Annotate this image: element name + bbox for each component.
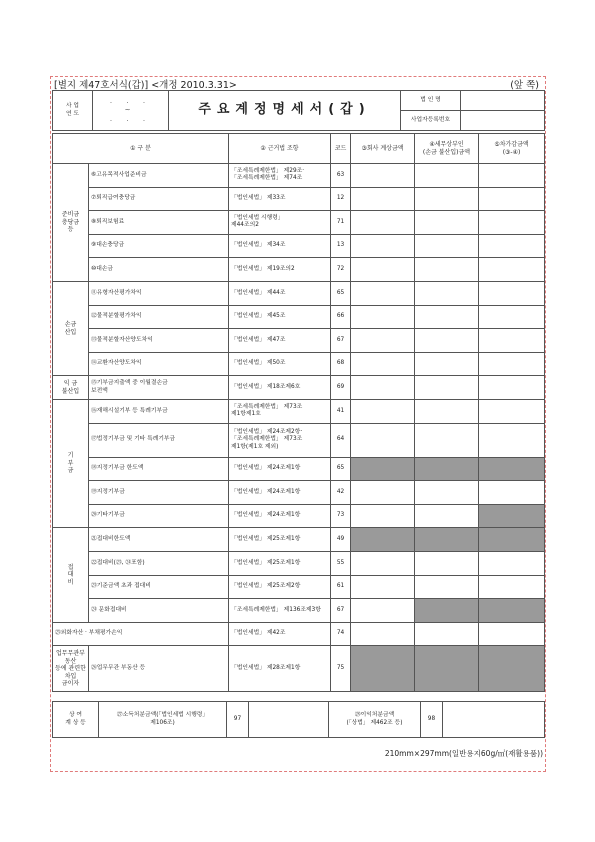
row-item	[89, 329, 229, 353]
net-amount-cell	[479, 457, 545, 481]
net-amount-cell	[479, 646, 545, 692]
group-label-text: 접 대 비	[67, 563, 74, 586]
row-law	[229, 376, 331, 400]
row-code	[331, 305, 351, 329]
form-title: 주요계정명세서(갑)	[169, 91, 401, 131]
company-amount-cell	[351, 528, 415, 552]
company-amount-cell[interactable]	[351, 164, 415, 188]
col-law: ② 근거법 조항	[229, 134, 331, 164]
row-item	[89, 504, 229, 528]
row-law	[229, 187, 331, 211]
table-header-row	[53, 134, 545, 164]
row-code-text: 67	[336, 336, 345, 343]
form-number: [별지 제47호서식(갑)] <개정 2010.3.31>	[54, 80, 237, 91]
row-law-text: 「법인세법」 제44조	[231, 289, 286, 296]
net-amount-cell[interactable]	[479, 281, 545, 305]
row-code-text: 74	[336, 630, 345, 637]
row-item	[89, 305, 229, 329]
title-block	[52, 90, 545, 131]
company-amount-cell[interactable]	[351, 211, 415, 235]
table-row	[53, 575, 545, 599]
row-law	[229, 646, 331, 692]
row-item	[89, 164, 229, 188]
row-law	[229, 329, 331, 353]
row-law	[229, 352, 331, 376]
row-code	[331, 376, 351, 400]
row-code	[331, 352, 351, 376]
row-item	[89, 423, 229, 457]
group-label	[53, 399, 89, 527]
row-item-text: ⑬물적분할자산양도차익	[91, 336, 153, 343]
row-item	[89, 575, 229, 599]
net-amount-cell[interactable]	[479, 234, 545, 258]
row-law-text: 「법인세법」 제24조제2항· 「조세특례제한법」 제73조 제1항(제1호 제외)	[231, 429, 303, 450]
table-row	[53, 329, 545, 353]
net-amount-cell	[479, 599, 545, 623]
table-row	[53, 457, 545, 481]
disallowed-amount-cell[interactable]	[415, 234, 479, 258]
disallowed-amount-cell	[415, 457, 479, 481]
row-law	[229, 211, 331, 235]
row-law	[229, 281, 331, 305]
row-code	[331, 457, 351, 481]
reg-no-label: 사업자등록번호	[401, 111, 461, 131]
row-code-text: 67	[336, 606, 345, 613]
reg-no-field[interactable]	[461, 111, 545, 131]
disallowed-amount-cell[interactable]	[415, 551, 479, 575]
col-net-amount: ⑤차가감금액 (③-④)	[479, 134, 545, 164]
table-row	[53, 622, 545, 646]
row-code	[331, 399, 351, 423]
row-code-text: 61	[336, 583, 345, 590]
row-item	[89, 281, 229, 305]
row-law	[229, 234, 331, 258]
group-label-text: 손금 산입	[64, 321, 77, 336]
row-law-text: 「법인세법」 제24조제1항	[231, 512, 301, 519]
net-amount-cell[interactable]	[479, 399, 545, 423]
profit-disposal-amount[interactable]	[443, 702, 545, 738]
group-label	[53, 646, 89, 692]
bonus-block	[52, 701, 545, 738]
row-item	[89, 376, 229, 400]
profit-disposal-code: 98	[421, 702, 443, 738]
income-disposal-item: ㉗소득처분금액(「법인세법 시행령」 제106조)	[99, 702, 227, 738]
row-law	[229, 457, 331, 481]
row-code	[331, 481, 351, 505]
row-law-text: 「법인세법 시행령」 제44조의2	[231, 215, 284, 229]
table-row	[53, 646, 545, 692]
row-item	[89, 187, 229, 211]
row-item-text: ⑱지정기부금 한도액	[91, 465, 144, 472]
row-item-text: ⑦퇴직급여충당금	[91, 195, 136, 202]
row-item	[89, 646, 229, 692]
table-row	[53, 399, 545, 423]
disallowed-amount-cell	[415, 599, 479, 623]
col-disallowed-amount: ④세무상부인 (손금 불산입)금액	[415, 134, 479, 164]
row-code	[331, 504, 351, 528]
row-law-text: 「조세특례제한법」 제136조제3항	[231, 606, 321, 613]
row-law-text: 「법인세법」 제19조의2	[231, 266, 295, 273]
group-label-text: 준비금 충당금 등	[61, 211, 80, 234]
col-category: ① 구 분	[53, 134, 229, 164]
row-item-text: ⑲지정기부금	[91, 488, 125, 495]
row-code	[331, 646, 351, 692]
row-item	[89, 234, 229, 258]
company-amount-cell[interactable]	[351, 305, 415, 329]
disallowed-amount-cell[interactable]	[415, 399, 479, 423]
page-side: (앞 쪽)	[510, 80, 539, 91]
row-law-text: 「법인세법」 제25조제1항	[231, 559, 301, 566]
table-row	[53, 551, 545, 575]
row-law	[229, 551, 331, 575]
col-code: 코드	[331, 134, 351, 164]
row-item	[89, 352, 229, 376]
row-item	[89, 399, 229, 423]
row-item-text: ㉓기준금액 초과 접대비	[91, 583, 151, 590]
row-code-text: 65	[336, 465, 345, 472]
table-row	[53, 164, 545, 188]
row-law-text: 「법인세법」 제25조제1항	[231, 535, 301, 542]
row-law	[229, 258, 331, 282]
row-law-text: 「법인세법」 제50조	[231, 360, 286, 367]
row-code	[331, 423, 351, 457]
net-amount-cell[interactable]	[479, 622, 545, 646]
table-row	[53, 234, 545, 258]
group-label-text: 업무무관부동산 등에 관련한 차입 금이자	[55, 650, 86, 688]
table-row	[53, 305, 545, 329]
row-code	[331, 528, 351, 552]
row-item	[89, 528, 229, 552]
net-amount-cell[interactable]	[479, 305, 545, 329]
net-amount-cell	[479, 504, 545, 528]
row-item-text: ⑩대손금	[91, 266, 113, 273]
row-code-text: 49	[336, 535, 345, 542]
company-amount-cell[interactable]	[351, 575, 415, 599]
net-amount-cell[interactable]	[479, 211, 545, 235]
company-amount-cell[interactable]	[351, 481, 415, 505]
row-code	[331, 187, 351, 211]
disallowed-amount-cell[interactable]	[415, 305, 479, 329]
row-item	[89, 211, 229, 235]
row-code	[331, 258, 351, 282]
group-label-text: 익 금 불산입	[61, 380, 80, 395]
row-code	[331, 164, 351, 188]
row-law	[229, 504, 331, 528]
row-code-text: 41	[336, 407, 345, 414]
disallowed-amount-cell[interactable]	[415, 504, 479, 528]
disallowed-amount-cell[interactable]	[415, 352, 479, 376]
row-item-text: ⑭교환자산양도차익	[91, 360, 142, 367]
row-item-text: ㉖업무무관 부동산 등	[91, 665, 146, 672]
row-code	[331, 599, 351, 623]
table-row	[53, 352, 545, 376]
row-law-text: 「법인세법」 제45조	[231, 313, 286, 320]
table-row	[53, 211, 545, 235]
row-item-text: ⑮기부금지출액 중 이월결손금 보전액	[91, 380, 168, 394]
row-law-text: 「조세특례제한법」 제73조 제1항제1호	[231, 404, 303, 418]
row-code	[331, 551, 351, 575]
row-item-text: ⑧퇴직보험료	[91, 218, 125, 225]
row-code-text: 12	[336, 195, 345, 202]
row-code-text: 73	[336, 512, 345, 519]
income-disposal-code: 97	[227, 702, 249, 738]
row-item-text: ⑫물적분할평가차익	[91, 313, 142, 320]
table-row	[53, 481, 545, 505]
row-code-text: 75	[336, 665, 345, 672]
company-amount-cell[interactable]	[351, 622, 415, 646]
row-item	[89, 457, 229, 481]
row-item	[89, 551, 229, 575]
row-code-text: 69	[336, 384, 345, 391]
row-law	[229, 599, 331, 623]
company-amount-cell[interactable]	[351, 352, 415, 376]
net-amount-cell[interactable]	[479, 575, 545, 599]
table-row	[53, 281, 545, 305]
group-label	[53, 376, 89, 400]
disallowed-amount-cell	[415, 528, 479, 552]
row-code-text: 13	[336, 242, 345, 249]
business-year-label: 사 업 연 도	[53, 91, 93, 131]
table-row	[53, 599, 545, 623]
row-item-text: ⑪유형자산평가차익	[91, 289, 142, 296]
table-row	[53, 376, 545, 400]
disallowed-amount-cell[interactable]	[415, 187, 479, 211]
account-table	[52, 133, 545, 692]
group-label	[53, 164, 89, 282]
row-code-text: 64	[336, 436, 345, 443]
net-amount-cell[interactable]	[479, 481, 545, 505]
row-item-text: ⑳기타기부금	[91, 512, 125, 519]
company-amount-cell[interactable]	[351, 234, 415, 258]
row-law	[229, 528, 331, 552]
group-label-text: 기 부 금	[67, 452, 74, 475]
paper-spec: 210mm×297mm(일반용지60g/㎡(재활용품))	[384, 749, 543, 758]
company-amount-cell[interactable]	[351, 423, 415, 457]
row-item-text: ㉑접대비한도액	[91, 535, 131, 542]
row-item: ㉕외화자산 · 부채평가손익	[53, 622, 229, 646]
row-law-text: 「법인세법」 제33조	[231, 195, 286, 202]
row-law	[229, 575, 331, 599]
company-amount-cell[interactable]	[351, 376, 415, 400]
disallowed-amount-cell[interactable]	[415, 211, 479, 235]
row-law-text: 「조세특례제한법」 제29조· 「조세특례제한법」 제74조	[231, 168, 305, 182]
row-code-text: 55	[336, 559, 345, 566]
company-amount-cell	[351, 457, 415, 481]
row-item-text: ㉒접대비(㉓, ㉔포함)	[91, 559, 145, 566]
row-item-text: ⑥고유목적사업준비금	[91, 171, 147, 178]
table-row	[53, 258, 545, 282]
row-item-text: ⑨대손충당금	[91, 242, 125, 249]
row-law-text: 「법인세법」 제47조	[231, 336, 286, 343]
net-amount-cell[interactable]	[479, 187, 545, 211]
bonus-label: 상 여 계 상 등	[53, 702, 99, 738]
row-code-text: 65	[336, 289, 345, 296]
profit-disposal-item: ㉘이익처분금액 (「상법」 제462조 등)	[329, 702, 421, 738]
row-item	[89, 481, 229, 505]
row-code	[331, 622, 351, 646]
company-amount-cell[interactable]	[351, 599, 415, 623]
row-code	[331, 329, 351, 353]
company-amount-cell[interactable]	[351, 281, 415, 305]
disallowed-amount-cell[interactable]	[415, 258, 479, 282]
corp-name-label: 법 인 명	[401, 91, 461, 111]
disallowed-amount-cell	[415, 646, 479, 692]
row-law	[229, 481, 331, 505]
row-law-text: 「법인세법」 제28조제1항	[231, 665, 301, 672]
company-amount-cell[interactable]	[351, 187, 415, 211]
group-label	[53, 528, 89, 622]
disallowed-amount-cell[interactable]	[415, 481, 479, 505]
company-amount-cell[interactable]	[351, 399, 415, 423]
group-label	[53, 281, 89, 375]
row-item-text: ⑯재해시설기부 등 특례기부금	[91, 407, 168, 414]
row-law-text: 「법인세법」 제24조제1항	[231, 488, 301, 495]
row-code-text: 42	[336, 488, 345, 495]
row-item-text: ㉔ 문화접대비	[91, 606, 127, 613]
row-law-text: 「법인세법」 제42조	[231, 630, 286, 637]
row-code	[331, 281, 351, 305]
row-item-text: ⑰법정기부금 및 기타 특례기부금	[91, 436, 176, 443]
company-amount-cell	[351, 646, 415, 692]
disallowed-amount-cell[interactable]	[415, 622, 479, 646]
row-code	[331, 575, 351, 599]
row-code-text: 63	[336, 171, 345, 178]
disallowed-amount-cell[interactable]	[415, 281, 479, 305]
row-item	[89, 258, 229, 282]
row-law	[229, 305, 331, 329]
row-law	[229, 164, 331, 188]
row-item	[89, 599, 229, 623]
company-amount-cell[interactable]	[351, 551, 415, 575]
table-row	[53, 528, 545, 552]
disallowed-amount-cell[interactable]	[415, 423, 479, 457]
row-law	[229, 399, 331, 423]
row-code	[331, 234, 351, 258]
row-code-text: 71	[336, 218, 345, 225]
income-disposal-amount[interactable]	[249, 702, 329, 738]
net-amount-cell	[479, 528, 545, 552]
table-row	[53, 423, 545, 457]
row-law	[229, 622, 331, 646]
disallowed-amount-cell[interactable]	[415, 575, 479, 599]
company-amount-cell[interactable]	[351, 329, 415, 353]
net-amount-cell[interactable]	[479, 376, 545, 400]
row-code	[331, 211, 351, 235]
disallowed-amount-cell[interactable]	[415, 164, 479, 188]
row-law-text: 「법인세법」 제18조제6호	[231, 384, 301, 391]
net-amount-cell[interactable]	[479, 551, 545, 575]
row-code-text: 66	[336, 313, 345, 320]
net-amount-cell[interactable]	[479, 258, 545, 282]
net-amount-cell[interactable]	[479, 329, 545, 353]
disallowed-amount-cell[interactable]	[415, 329, 479, 353]
row-law	[229, 423, 331, 457]
disallowed-amount-cell[interactable]	[415, 376, 479, 400]
net-amount-cell[interactable]	[479, 423, 545, 457]
business-year-value[interactable]: . . . ~ . . .	[93, 91, 169, 131]
col-company-amount: ③회사 계상금액	[351, 134, 415, 164]
corp-name-field[interactable]	[461, 91, 545, 111]
row-law-text: 「법인세법」 제25조제2항	[231, 583, 301, 590]
row-law-text: 「법인세법」 제24조제1항	[231, 465, 301, 472]
net-amount-cell[interactable]	[479, 164, 545, 188]
net-amount-cell[interactable]	[479, 352, 545, 376]
row-law-text: 「법인세법」 제34조	[231, 242, 286, 249]
company-amount-cell[interactable]	[351, 258, 415, 282]
row-code-text: 68	[336, 360, 345, 367]
row-code-text: 72	[336, 266, 345, 273]
table-row	[53, 187, 545, 211]
table-row	[53, 504, 545, 528]
company-amount-cell[interactable]	[351, 504, 415, 528]
